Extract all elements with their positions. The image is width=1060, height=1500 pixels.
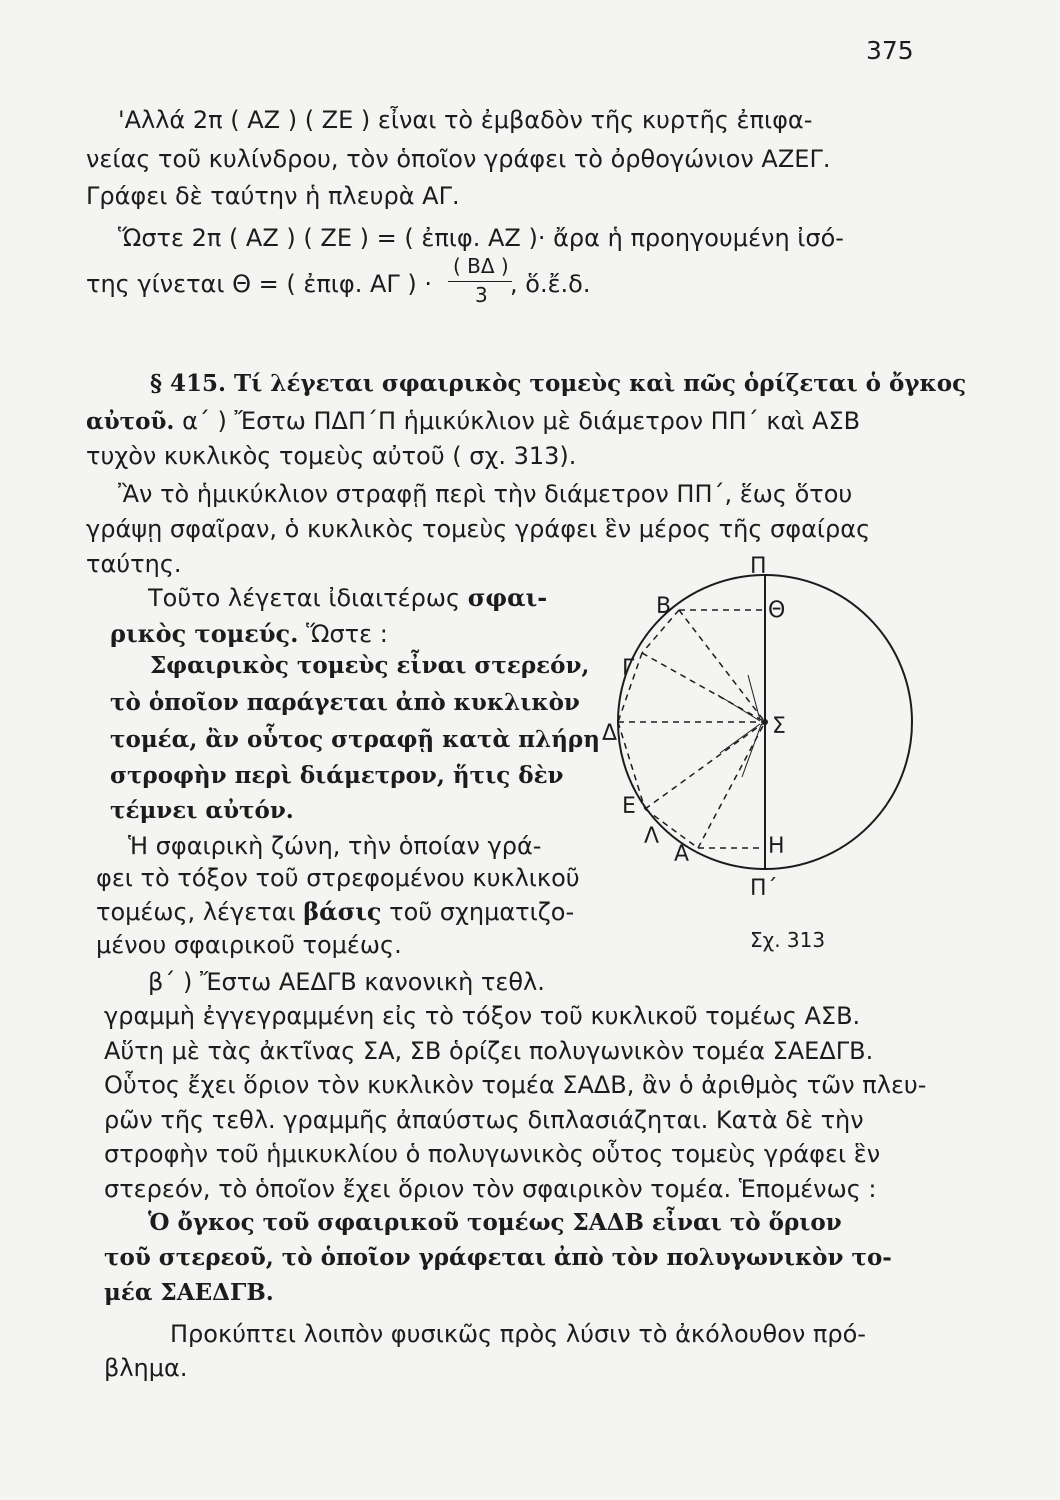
label-L: Λ [644,824,660,849]
radius-S-B [679,610,765,722]
text-line: στροφὴν τοῦ ἡμικυκλίου ὁ πολυγωνικὸς οὗτος τομεὺς γράφει ἓν [104,1140,881,1168]
label-Theta: Θ [768,598,786,623]
conclusion-line: μέα ΣΑΕΔΓΒ. [104,1279,274,1306]
text-line: νείας τοῦ κυλίνδρου, τὸν ὁποῖον γράφει τὸ ὀρθογώνιον ΑΖΕΓ. [86,145,831,173]
fraction-bar [448,281,512,282]
text-line: Προκύπτει λοιπὸν φυσικῶς πρὸς λύσιν τὸ ἀκόλουθον πρό- [170,1320,866,1348]
text-line: στερεόν, τὸ ὁποῖον ἔχει ὅριον τὸν σφαιρικὸν τομέα. Ἑπομένως : [104,1175,877,1203]
text-line: ταύτης. [86,550,182,578]
text-line [148,582,547,614]
fraction-denominator: 3 [475,283,488,307]
figure-caption: Σχ. 313 [750,928,826,952]
text-line: μένου σφαιρικοῦ τομέως. [96,931,402,959]
label-Pi-prime: Π΄ [750,876,778,901]
conclusion-line: τοῦ στερεοῦ, τὸ ὁποῖον γράφεται ἀπὸ τὸν πολυγωνικὸν το- [104,1244,892,1271]
text-line: Ἂν τὸ ἡμικύκλιον στραφῇ περὶ τὴν διάμετρον ΠΠ΄, ἕως ὅτου [118,480,853,508]
section-heading: § 415. Τί λέγεται σφαιρικὸς τομεὺς καὶ πῶς ὁρίζεται ὁ ὄγκος [150,370,967,397]
text-run: Τοῦτο λέγεται ἰδιαιτέρως [148,584,468,612]
hatch-mark [720,724,760,753]
label-D: Δ [602,721,618,746]
label-B: Β [656,594,672,619]
text-run: α΄ ) Ἔστω ΠΔΠ΄Π ἡμικύκλιον μὲ διάμετρον ΠΠ΄ καὶ ΑΣΒ [174,407,861,435]
hatch-mark [742,725,761,777]
figure-313 [600,555,930,975]
hatch-marks [718,675,761,777]
text-line: Ὥστε 2π ( ΑΖ ) ( ΖΕ ) = ( ἐπιφ. ΑΖ )· ἄρα ἡ προηγουμένη ἰσό- [118,224,844,252]
bold-term: ρικὸς τομεύς. [110,619,299,648]
label-S: Σ [772,714,786,739]
text-line: τυχὸν κυκλικὸς τομεὺς αὐτοῦ ( σχ. 313). [86,442,577,470]
text-line: γράψῃ σφαῖραν, ὁ κυκλικὸς τομεὺς γράφει ἓν μέρος τῆς σφαίρας [86,515,871,543]
text-line: Αὕτη μὲ τὰς ἀκτῖνας ΣΑ, ΣΒ ὁρίζει πολυγωνικὸν τομέα ΣΑΕΔΓΒ. [104,1037,874,1065]
text-line: , ὅ.ἔ.δ. [510,270,591,298]
text-run: Ὥστε : [298,620,388,648]
bold-term: σφαι- [467,583,548,612]
radius-S-G [642,653,765,722]
text-line: της γίνεται Θ = ( ἐπιφ. ΑΓ ) · [86,270,433,298]
label-H: Η [768,834,785,859]
definition-line: Σφαιρικὸς τομεὺς εἶναι στερεόν, [150,652,590,679]
text-line [110,618,388,650]
definition-line: στροφὴν περὶ διάμετρον, ἥτις δὲν [110,762,564,789]
label-G: Γ [622,656,635,681]
fraction-numerator: ( ΒΔ ) [453,254,509,278]
center-point [762,719,768,725]
text-line: Γράφει δὲ ταύτην ἡ πλευρὰ ΑΓ. [86,182,460,210]
label-Pi: Π [750,555,767,579]
text-line: βλημα. [104,1354,188,1382]
conclusion-line: Ὁ ὄγκος τοῦ σφαιρικοῦ τομέως ΣΑΔΒ εἶναι τὸ ὅριον [148,1209,842,1236]
text-line: γραμμὴ ἐγγεγραμμένη εἰς τὸ τόξον τοῦ κυκλικοῦ τομέως ΑΣΒ. [104,1002,861,1030]
page-number: 375 [866,36,914,65]
radius-S-E [645,722,765,809]
label-E: Ε [622,794,636,819]
text-line: Ἡ σφαιρικὴ ζώνη, τὴν ὁποίαν γρά- [128,832,542,860]
definition-line: τέμνει αὐτόν. [110,797,294,824]
text-line: Οὗτος ἔχει ὅριον τὸν κυκλικὸν τομέα ΣΑΔΒ, ἂν ὁ ἀριθμὸς τῶν πλευ- [104,1071,927,1099]
text-line [86,405,860,438]
sphere-sector-diagram [600,555,930,975]
text-line: 'Αλλά 2π ( ΑΖ ) ( ΖΕ ) εἶναι τὸ ἐμβαδὸν τῆς κυρτῆς ἐπιφα- [118,106,813,134]
text-run: τομέως, λέγεται [96,898,304,926]
text-line: β΄ ) Ἔστω ΑΕΔΓΒ κανονικὴ τεθλ. [148,968,545,996]
definition-line: τομέα, ἂν οὗτος στραφῇ κατὰ πλήρη [110,726,600,753]
text-run: τοῦ σχηματιζο- [381,898,575,926]
text-line: ρῶν τῆς τεθλ. γραμμῆς ἀπαύστως διπλασιάζηται. Κατὰ δὲ τὴν [104,1106,864,1134]
text-line [96,896,574,928]
label-A: Α [674,842,690,867]
text-line: φει τὸ τόξον τοῦ στρεφομένου κυκλικοῦ [96,864,580,892]
section-heading-tail: αὐτοῦ. [86,408,175,435]
bold-term: βάσις [303,897,382,926]
definition-line: τὸ ὁποῖον παράγεται ἀπὸ κυκλικὸν [110,689,580,716]
